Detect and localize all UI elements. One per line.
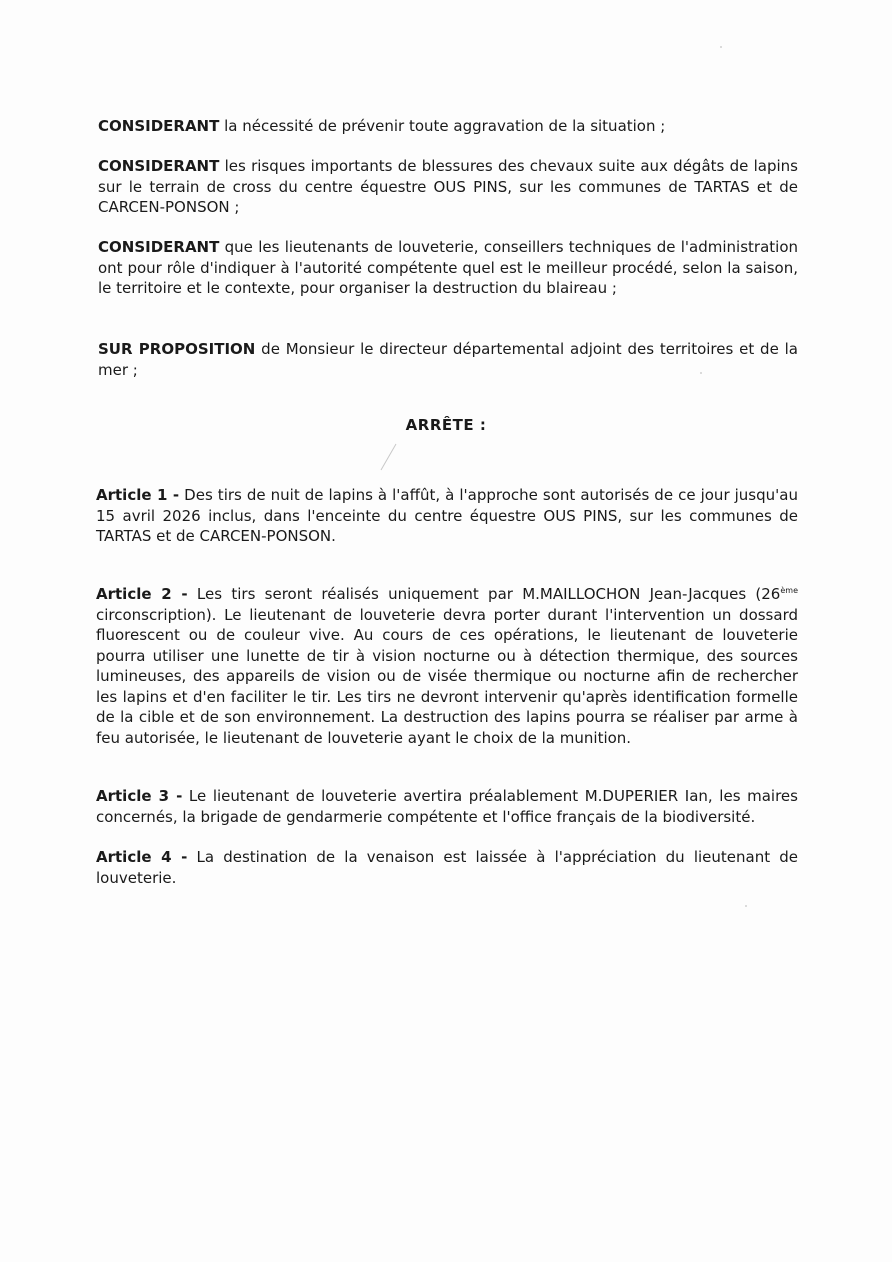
- article-text: La destination de la venaison est laissée à l'appréciation du lieutenant de louveterie.: [96, 848, 798, 887]
- considerant-2: [98, 156, 798, 218]
- considerant-keyword: CONSIDERANT: [98, 157, 220, 175]
- considerant-keyword: CONSIDERANT: [98, 117, 220, 135]
- article-2: [96, 584, 798, 748]
- considerant-3: [98, 237, 798, 299]
- considerant-1: [98, 116, 794, 137]
- considerant-keyword: CONSIDERANT: [98, 238, 220, 256]
- article-3: [96, 786, 798, 827]
- considerant-text: la nécessité de prévenir toute aggravation de la situation ;: [219, 117, 666, 135]
- article-label: Article 1 -: [96, 486, 180, 504]
- article-label: Article 3 -: [96, 787, 183, 805]
- sur-proposition: [98, 339, 798, 380]
- considerant-text: que les lieutenants de louveterie, conseillers techniques de l'administration ont pour rôle d'indiquer à l'autorité compétente quel est le meilleur procédé, selon la saison, le territoire et le contexte, pour organiser la destruction du blaireau ;: [98, 238, 798, 297]
- arrete-title: ARRÊTE :: [405, 416, 487, 434]
- scan-speck: [720, 46, 722, 48]
- article-text: Des tirs de nuit de lapins à l'affût, à l'approche sont autorisés de ce jour jusqu'au 15 avril 2026 inclus, dans l'enceinte du centre équestre OUS PINS, sur les communes de TARTAS et de CARCEN-PONSON.: [96, 486, 798, 545]
- article-label: Article 2 -: [96, 585, 188, 603]
- proposition-keyword: SUR PROPOSITION: [98, 340, 256, 358]
- article-text-part2: circonscription). Le lieutenant de louveterie devra porter durant l'intervention un dossard fluorescent ou de couleur vive. Au cours de ces opérations, le lieutenant de louveterie pourra utiliser une lunette de tir à vision nocturne ou à détection thermique, des sources lumineuses, des appareils de vision ou de visée thermique ou nocturne afin de rechercher les lapins et d'en faciliter le tir. Les tirs ne devront intervenir qu'après identification formelle de la cible et de son environnement. La destruction des lapins pourra se réaliser par arme à feu autorisée, le lieutenant de louveterie ayant le choix de la munition.: [96, 605, 798, 747]
- article-4: [96, 847, 798, 888]
- scan-speck: [745, 905, 747, 907]
- article-text-part1: Les tirs seront réalisés uniquement par M.MAILLOCHON Jean-Jacques (26: [187, 585, 781, 603]
- ordinal-superscript: ème: [780, 586, 798, 595]
- proposition-text: de Monsieur le directeur départemental adjoint des territoires et de la mer ;: [98, 340, 798, 379]
- article-1: [96, 485, 798, 547]
- article-label: Article 4 -: [96, 848, 188, 866]
- scan-artifact: [381, 444, 397, 470]
- scan-speck: [700, 372, 702, 374]
- considerant-text: les risques importants de blessures des chevaux suite aux dégâts de lapins sur le terrain de cross du centre équestre OUS PINS, sur les communes de TARTAS et de CARCEN-PONSON ;: [98, 157, 798, 216]
- article-text: Le lieutenant de louveterie avertira préalablement M.DUPERIER Ian, les maires concernés, la brigade de gendarmerie compétente et l'office français de la biodiversité.: [96, 787, 798, 826]
